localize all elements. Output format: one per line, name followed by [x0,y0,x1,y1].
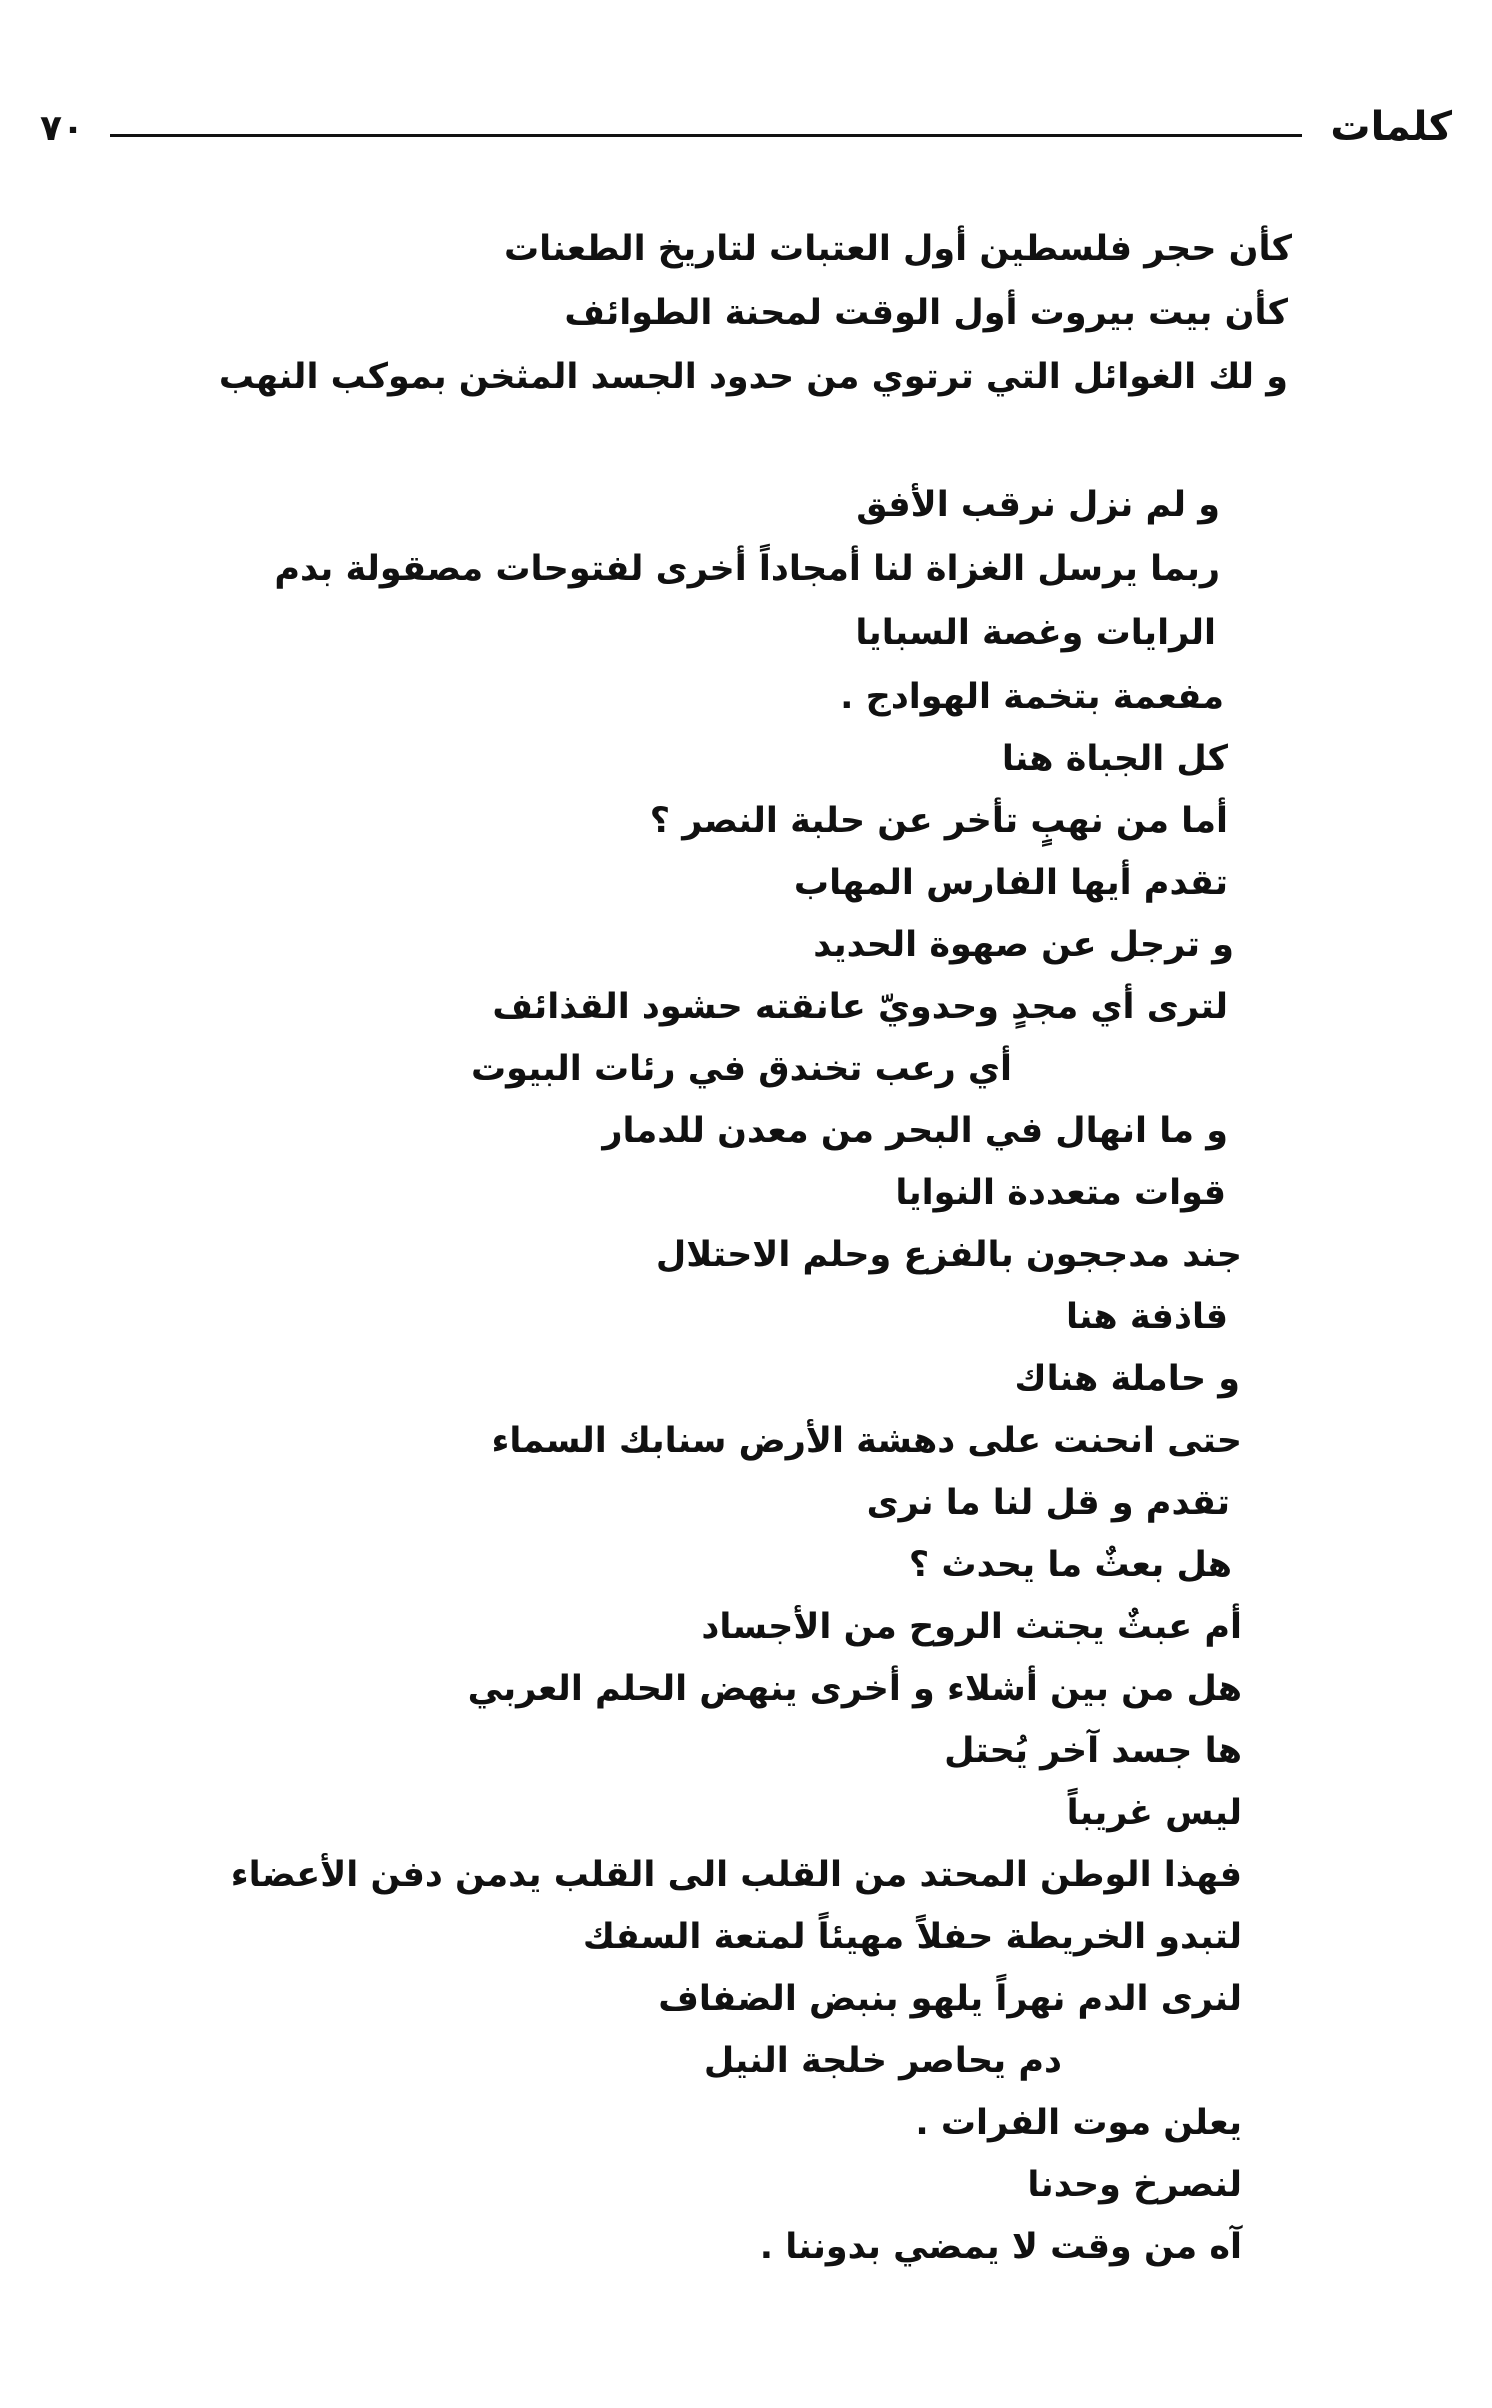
poem-line: لتبدو الخريطة حفلاً مهيئاً لمتعة السفك [582,1917,1242,1957]
poem-line: حتى انحنت على دهشة الأرض سنابك السماء [491,1421,1242,1461]
poem-line: أي رعب تخندق في رئات البيوت [470,1049,1012,1089]
poem-line: قوات متعددة النوايا [895,1173,1226,1213]
page-number: ٧٠ [40,108,84,149]
poem-line: لترى أي مجدٍ وحدويّ عانقته حشود القذائف [492,987,1228,1027]
poem-line: آه من وقت لا يمضي بدوننا . [759,2227,1242,2267]
poem-line: و لم نزل نرقب الأفق [856,485,1220,525]
poem-line: و ترجل عن صهوة الحديد [813,925,1234,965]
poem-line: أم عبثٌ يجتث الروح من الأجساد [701,1607,1242,1647]
poem-line: جند مدججون بالفزع وحلم الاحتلال [655,1235,1242,1275]
poem-line: قاذفة هنا [1065,1297,1228,1337]
poem-line: ها جسد آخر يُحتل [944,1731,1242,1771]
poem-line: دم يحاصر خلجة النيل [703,2041,1062,2081]
poem-line: و ما انهال في البحر من معدن للدمار [602,1111,1228,1151]
poem-line: مفعمة بتخمة الهوادج . [840,677,1224,717]
poem-line: كل الجباة هنا [1001,739,1228,779]
poem-line: ليس غريباً [1066,1793,1242,1833]
poem-line: هل من بين أشلاء و أخرى ينهض الحلم العربي [467,1669,1242,1709]
poem-line: كأن بيت بيروت أول الوقت لمحنة الطوائف [564,293,1288,333]
poem-line: هل بعثٌ ما يحدث ؟ [908,1545,1232,1585]
poem-line: ربما يرسل الغزاة لنا أمجاداً أخرى لفتوحات مصقولة بدم [274,549,1220,589]
header-title: كلمات [1330,104,1452,150]
poem-line: الرايات وغصة السبايا [855,613,1216,653]
poem-line: كأن حجر فلسطين أول العتبات لتاريخ الطعنات [504,229,1292,269]
poem-line: تقدم و قل لنا ما نرى [866,1483,1230,1523]
poem-line: فهذا الوطن المحتد من القلب الى القلب يدمن دفن الأعضاء [230,1855,1242,1895]
poem-line: أما من نهبٍ تأخر عن حلبة النصر ؟ [649,801,1228,841]
poem-line: تقدم أيها الفارس المهاب [793,863,1228,903]
poem-line: و حاملة هناك [1014,1359,1240,1399]
poem-line: لنصرخ وحدنا [1027,2165,1242,2205]
poem-line: و لك الغوائل التي ترتوي من حدود الجسد المثخن بموكب النهب [218,357,1288,397]
poem-line: يعلن موت الفرات . [915,2103,1242,2143]
poem-line: لنرى الدم نهراً يلهو بنبض الضفاف [658,1979,1242,2019]
